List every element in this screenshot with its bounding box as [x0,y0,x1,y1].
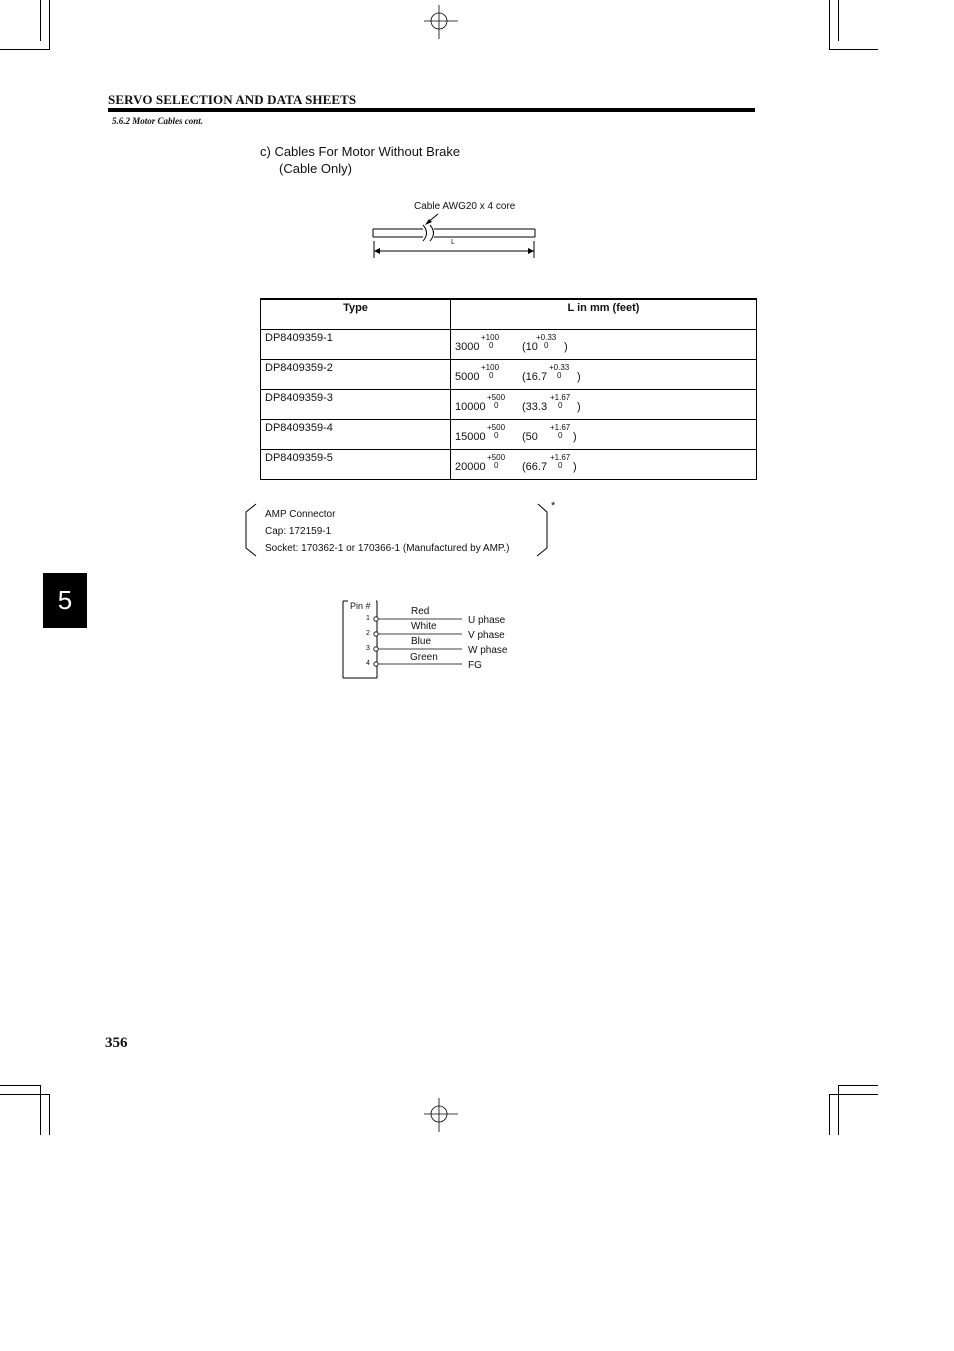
crop-mark-top-left-h [0,49,50,50]
feet-tolerance-upper: +1.67 [550,393,571,402]
phase-label: U phase [468,615,506,626]
table-row [261,420,757,450]
connector-note-mark: * [551,500,556,512]
cell-type: DP8409359-1 [261,330,451,360]
pin-number: 1 [366,615,370,622]
cable-label: Cable AWG20 x 4 core [414,201,516,212]
connector-socket: Socket: 170362-1 or 170366-1 (Manufactured by AMP.) [265,543,510,554]
length-mm: 15000 [455,431,486,443]
pin-number: 4 [366,660,370,667]
length-mm: 5000 [455,371,480,383]
column-header-type: Type [261,299,451,330]
mm-tolerance-upper: +100 [481,363,500,372]
wire-color: Green [410,652,438,663]
mm-tolerance-lower: 0 [489,341,494,350]
table-header-row [261,299,757,330]
length-feet: (66.7 [522,461,548,473]
length-mm: 3000 [455,341,480,353]
mm-tolerance-lower: 0 [489,371,494,380]
mm-tolerance-lower: 0 [494,461,499,470]
crop-mark-bottom-right-h2 [829,1094,878,1095]
wire-color: Red [411,606,430,617]
table-row [261,390,757,420]
feet-tolerance-upper: +1.67 [550,423,571,432]
pin-number: 2 [366,630,370,637]
registration-mark-top [424,5,460,41]
feet-tolerance-lower: 0 [558,431,563,440]
phase-label: W phase [468,645,508,656]
crop-mark-bottom-right-h [838,1085,878,1086]
mm-tolerance-lower: 0 [494,401,499,410]
cell-length [451,420,757,450]
running-header-title: SERVO SELECTION AND DATA SHEETS [108,92,357,107]
connector-cap: Cap: 172159-1 [265,526,332,537]
cell-type: DP8409359-5 [261,450,451,480]
length-label: L [451,239,455,246]
mm-tolerance-upper: +500 [487,453,506,462]
section-heading: c) Cables For Motor Without Brake [260,144,461,159]
closing-paren: ) [573,461,577,473]
length-feet: (50 [522,431,538,443]
mm-tolerance-upper: +500 [487,393,506,402]
closing-paren: ) [564,341,568,353]
phase-label: V phase [468,630,505,641]
cell-length [451,360,757,390]
mm-tolerance-upper: +100 [481,333,500,342]
feet-tolerance-lower: 0 [557,371,562,380]
pinout-diagram [340,600,470,682]
closing-paren: ) [577,371,581,383]
page-number: 356 [105,1035,128,1051]
cell-length [451,390,757,420]
closing-paren: ) [577,401,581,413]
header-rule [108,108,755,112]
wire-color: Blue [411,636,432,647]
running-header-subtitle: 5.6.2 Motor Cables cont. [112,116,204,126]
length-feet: (16.7 [522,371,548,383]
length-mm: 20000 [455,461,486,473]
crop-mark-bottom-left-v2 [49,1094,50,1135]
pin-header: Pin # [350,601,371,611]
crop-mark-bottom-right-v [838,1085,839,1135]
crop-mark-bottom-left-v [40,1085,41,1135]
closing-paren: ) [573,431,577,443]
cell-type: DP8409359-2 [261,360,451,390]
feet-tolerance-lower: 0 [558,461,563,470]
length-feet: (33.3 [522,401,548,413]
crop-mark-top-left-v2 [40,0,41,41]
cell-type: DP8409359-4 [261,420,451,450]
crop-mark-top-left-v [49,0,50,50]
chapter-tab: 5 [43,573,87,628]
pin-number: 3 [366,645,370,652]
cell-length [451,450,757,480]
table-row [261,330,757,360]
registration-mark-bottom [424,1098,460,1134]
crop-mark-bottom-right-v2 [829,1094,830,1135]
feet-tolerance-upper: +1.67 [550,453,571,462]
table-row [261,450,757,480]
cell-type: DP8409359-3 [261,390,451,420]
table-row [261,360,757,390]
feet-tolerance-upper: +0.33 [536,333,557,342]
cable-length-table [260,298,757,480]
crop-mark-top-right-v [829,0,830,50]
crop-mark-bottom-left-h2 [0,1094,50,1095]
feet-tolerance-lower: 0 [544,341,549,350]
crop-mark-bottom-left-h [0,1085,40,1086]
section-subheading: (Cable Only) [279,161,352,176]
feet-tolerance-lower: 0 [558,401,563,410]
phase-label: FG [468,660,482,671]
crop-mark-top-right-h [829,49,878,50]
connector-name: AMP Connector [265,509,336,520]
mm-tolerance-lower: 0 [494,431,499,440]
column-header-length: L in mm (feet) [451,299,757,330]
length-mm: 10000 [455,401,486,413]
feet-tolerance-upper: +0.33 [549,363,570,372]
crop-mark-top-right-v2 [838,0,839,41]
wire-color: White [411,621,437,632]
mm-tolerance-upper: +500 [487,423,506,432]
cell-length [451,330,757,360]
cable-diagram [368,213,543,261]
length-feet: (10 [522,341,538,353]
